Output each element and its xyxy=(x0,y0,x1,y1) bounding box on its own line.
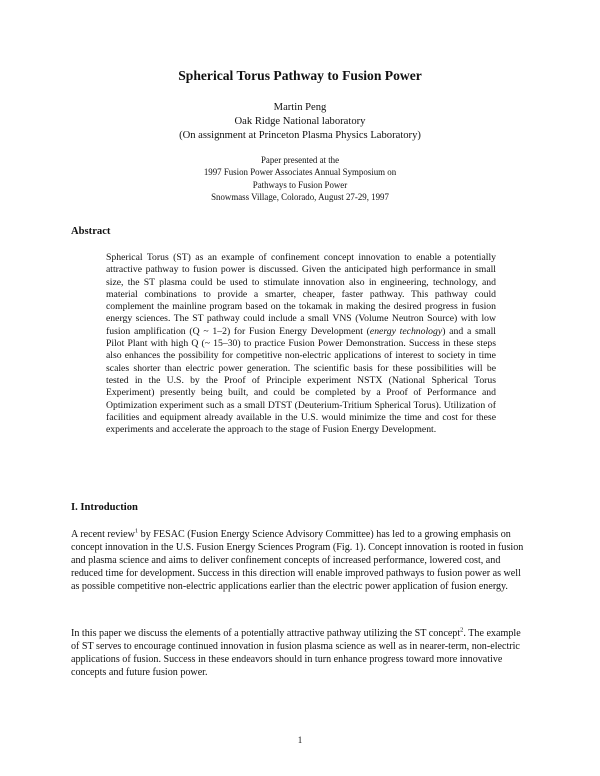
reference-marker: 2 xyxy=(460,626,464,634)
presentation-line: 1997 Fusion Power Associates Annual Symposium on xyxy=(203,167,397,178)
author-name: Martin Peng xyxy=(273,102,327,113)
paper-title: Spherical Torus Pathway to Fusion Power xyxy=(178,68,422,83)
presentation-line: Snowmass Village, Colorado, August 27-29, 1997 xyxy=(211,191,389,202)
presentation-note xyxy=(0,154,600,203)
author-affiliation: Oak Ridge National laboratory xyxy=(234,116,366,127)
abstract-text-part: Spherical Torus (ST) as an example of confinement concept innovation to enable a potentially attractive pathway to fusion power is discussed. Given the anticipated high performance in small size, the ST plasma could be used to stimulate innovation also in engineering, technology, and material combinations to provide a smarter, cheaper, faster pathway. This pathway could complement the mainline program based on the tokamak in making the desired progress in fusion energy sciences. The ST pathway could include a small VNS (Volume Neutron Source) with low fusion amplification (Q ~ 1–2) for Fusion Energy Development ( xyxy=(106,252,496,337)
author-assignment: (On assignment at Princeton Plasma Physics Laboratory) xyxy=(179,130,421,141)
page-number: 1 xyxy=(297,735,303,745)
intro-text: A recent review xyxy=(71,529,135,540)
abstract-heading: Abstract xyxy=(71,226,111,237)
intro-paragraph-2 xyxy=(71,627,531,679)
intro-paragraph-1 xyxy=(71,528,531,593)
abstract-text-part: ) and a small Pilot Plant with high Q (~ 15–30) to practice Fusion Power Demonstration. Success in these steps also enhances the possibility for competitive non-electric applications of interest to society in time scales shorter than electric power generation. The scientific basis for these possibilities will be tested in the U.S. by the Proof of Principle experiment NSTX (National Spherical Torus Experiment) presently being built, and could be completed by a Proof of Performance and Optimization experiment such as a small DTST (Deuterium-Tritium Spherical Torus). Utilization of facilities and equipment already available in the U.S. would minimize the time and cost for these experiments and accelerate the approach to the stage of Fusion Energy Development. xyxy=(106,325,496,436)
reference-marker: 1 xyxy=(134,527,139,535)
presentation-line: Paper presented at the xyxy=(260,155,340,165)
intro-text: In this paper we discuss the elements of a potentially attractive pathway utilizing the ST concept xyxy=(71,628,461,639)
intro-text: by FESAC (Fusion Energy Science Advisory Committee) has led to a growing emphasis on concept innovation in the U.S. Fusion Energy Sciences Program (Fig. 1). Concept innovation is rooted in fusion and plasma science and aims to deliver confinement concepts of increased performance, lowered cost, and reduced time for development. Success in this direction will enable improved pathways to fusion power as well as possible competitive non-electric applications earlier than the electric power application of fusion energy. xyxy=(71,529,524,593)
abstract-text xyxy=(106,252,496,436)
presentation-line: Pathways to Fusion Power xyxy=(252,179,348,190)
author-block xyxy=(0,101,600,143)
section-heading-introduction: I. Introduction xyxy=(71,502,138,513)
intro-text: . The example of ST serves to encourage continued innovation in fusion plasma science as well as in nearer-term, non-electric applications of fusion. Success in these endeavors should in turn enhance progress toward more innovative concepts and future fusion power. xyxy=(71,628,521,679)
abstract-emphasis: energy technology xyxy=(369,325,443,337)
